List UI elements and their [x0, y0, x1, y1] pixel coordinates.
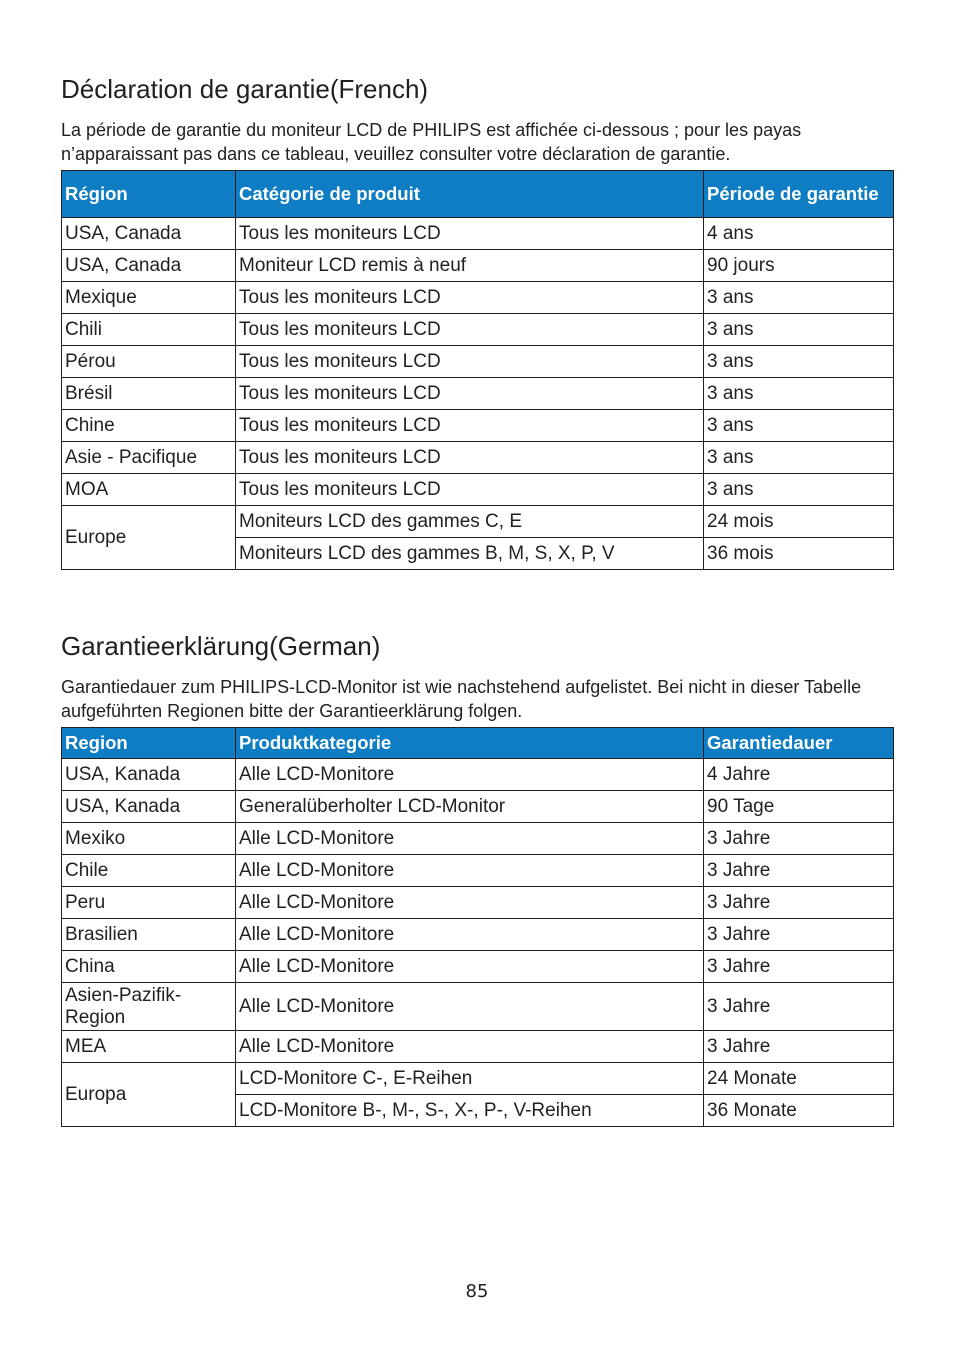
period-cell: 90 Tage	[704, 791, 894, 823]
french-section-title: Déclaration de garantie(French)	[61, 74, 429, 104]
header-region: Region	[62, 728, 236, 759]
table-row	[62, 410, 894, 442]
region-cell: Chili	[62, 314, 236, 346]
table-row	[62, 378, 894, 410]
product-cell: Tous les moniteurs LCD	[236, 378, 704, 410]
product-cell: Tous les moniteurs LCD	[236, 474, 704, 506]
table-row	[62, 759, 894, 791]
period-cell: 3 ans	[704, 442, 894, 474]
french-intro-text: La période de garantie du moniteur LCD de PHILIPS est affichée ci-dessous ; pour les payas n’apparaissant pas dans ce tableau, veuillez consulter votre déclaration de garantie.	[61, 120, 802, 164]
region-cell: Asien-Pazifik-Region	[62, 983, 236, 1031]
table-row	[62, 506, 894, 538]
header-warranty-period: Période de garantie	[704, 171, 894, 218]
region-cell-europe: Europe	[62, 506, 236, 570]
header-region: Région	[62, 171, 236, 218]
table-row	[62, 951, 894, 983]
product-cell: Tous les moniteurs LCD	[236, 218, 704, 250]
region-cell: China	[62, 951, 236, 983]
table-row	[62, 919, 894, 951]
period-cell: 3 Jahre	[704, 919, 894, 951]
product-cell: Moniteurs LCD des gammes B, M, S, X, P, V	[236, 538, 704, 570]
product-cell: Alle LCD-Monitore	[236, 1031, 704, 1063]
period-cell: 3 ans	[704, 346, 894, 378]
page-number: 85	[465, 1281, 489, 1302]
period-cell: 3 Jahre	[704, 983, 894, 1031]
period-cell: 36 Monate	[704, 1095, 894, 1127]
german-warranty-section	[61, 629, 893, 1127]
table-row	[62, 1063, 894, 1095]
product-cell: LCD-Monitore C-, E-Reihen	[236, 1063, 704, 1095]
table-row	[62, 218, 894, 250]
table-row	[62, 887, 894, 919]
french-warranty-table	[61, 170, 894, 570]
product-cell: Generalüberholter LCD-Monitor	[236, 791, 704, 823]
table-row	[62, 250, 894, 282]
period-cell: 24 mois	[704, 506, 894, 538]
table-row	[62, 791, 894, 823]
french-warranty-section	[61, 72, 893, 570]
period-cell: 3 ans	[704, 314, 894, 346]
region-cell: Mexique	[62, 282, 236, 314]
period-cell: 4 ans	[704, 218, 894, 250]
table-row	[62, 346, 894, 378]
period-cell: 36 mois	[704, 538, 894, 570]
table-row	[62, 1031, 894, 1063]
german-warranty-table	[61, 727, 894, 1127]
table-row	[62, 823, 894, 855]
region-cell-europe: Europa	[62, 1063, 236, 1127]
product-cell: Alle LCD-Monitore	[236, 951, 704, 983]
region-cell: Chine	[62, 410, 236, 442]
product-cell: Alle LCD-Monitore	[236, 823, 704, 855]
product-cell: Tous les moniteurs LCD	[236, 282, 704, 314]
period-cell: 3 Jahre	[704, 951, 894, 983]
product-cell: Alle LCD-Monitore	[236, 855, 704, 887]
product-cell: Tous les moniteurs LCD	[236, 442, 704, 474]
period-cell: 3 ans	[704, 378, 894, 410]
period-cell: 3 ans	[704, 282, 894, 314]
product-cell: Tous les moniteurs LCD	[236, 410, 704, 442]
period-cell: 90 jours	[704, 250, 894, 282]
region-cell: USA, Canada	[62, 218, 236, 250]
period-cell: 3 Jahre	[704, 887, 894, 919]
product-cell: Alle LCD-Monitore	[236, 919, 704, 951]
table-row	[62, 314, 894, 346]
product-cell: Tous les moniteurs LCD	[236, 346, 704, 378]
product-cell: Tous les moniteurs LCD	[236, 314, 704, 346]
region-cell: Brésil	[62, 378, 236, 410]
product-cell: Moniteurs LCD des gammes C, E	[236, 506, 704, 538]
german-intro-text: Garantiedauer zum PHILIPS-LCD-Monitor ist wie nachstehend aufgelistet. Bei nicht in dieser Tabelle aufgeführten Regionen bitte der Garantieerklärung folgen.	[61, 677, 862, 721]
product-cell: Alle LCD-Monitore	[236, 887, 704, 919]
table-header-row	[62, 171, 894, 218]
header-product-category: Catégorie de produit	[236, 171, 704, 218]
region-cell: USA, Kanada	[62, 791, 236, 823]
header-product-category: Produktkategorie	[236, 728, 704, 759]
period-cell: 3 Jahre	[704, 1031, 894, 1063]
period-cell: 4 Jahre	[704, 759, 894, 791]
region-cell: Mexiko	[62, 823, 236, 855]
period-cell: 3 Jahre	[704, 855, 894, 887]
period-cell: 24 Monate	[704, 1063, 894, 1095]
table-header-row	[62, 728, 894, 759]
region-cell: Asie - Pacifique	[62, 442, 236, 474]
period-cell: 3 ans	[704, 474, 894, 506]
german-section-title: Garantieerklärung(German)	[61, 631, 381, 661]
product-cell: Alle LCD-Monitore	[236, 983, 704, 1031]
table-row	[62, 474, 894, 506]
region-cell: MEA	[62, 1031, 236, 1063]
region-cell: Pérou	[62, 346, 236, 378]
table-row	[62, 442, 894, 474]
header-warranty-period: Garantiedauer	[704, 728, 894, 759]
period-cell: 3 Jahre	[704, 823, 894, 855]
region-cell: USA, Kanada	[62, 759, 236, 791]
product-cell: Moniteur LCD remis à neuf	[236, 250, 704, 282]
region-cell: Peru	[62, 887, 236, 919]
product-cell: LCD-Monitore B-, M-, S-, X-, P-, V-Reihen	[236, 1095, 704, 1127]
table-row	[62, 983, 894, 1031]
table-row	[62, 282, 894, 314]
region-cell: Chile	[62, 855, 236, 887]
table-row	[62, 855, 894, 887]
region-cell: Brasilien	[62, 919, 236, 951]
period-cell: 3 ans	[704, 410, 894, 442]
region-cell: MOA	[62, 474, 236, 506]
region-cell: USA, Canada	[62, 250, 236, 282]
product-cell: Alle LCD-Monitore	[236, 759, 704, 791]
